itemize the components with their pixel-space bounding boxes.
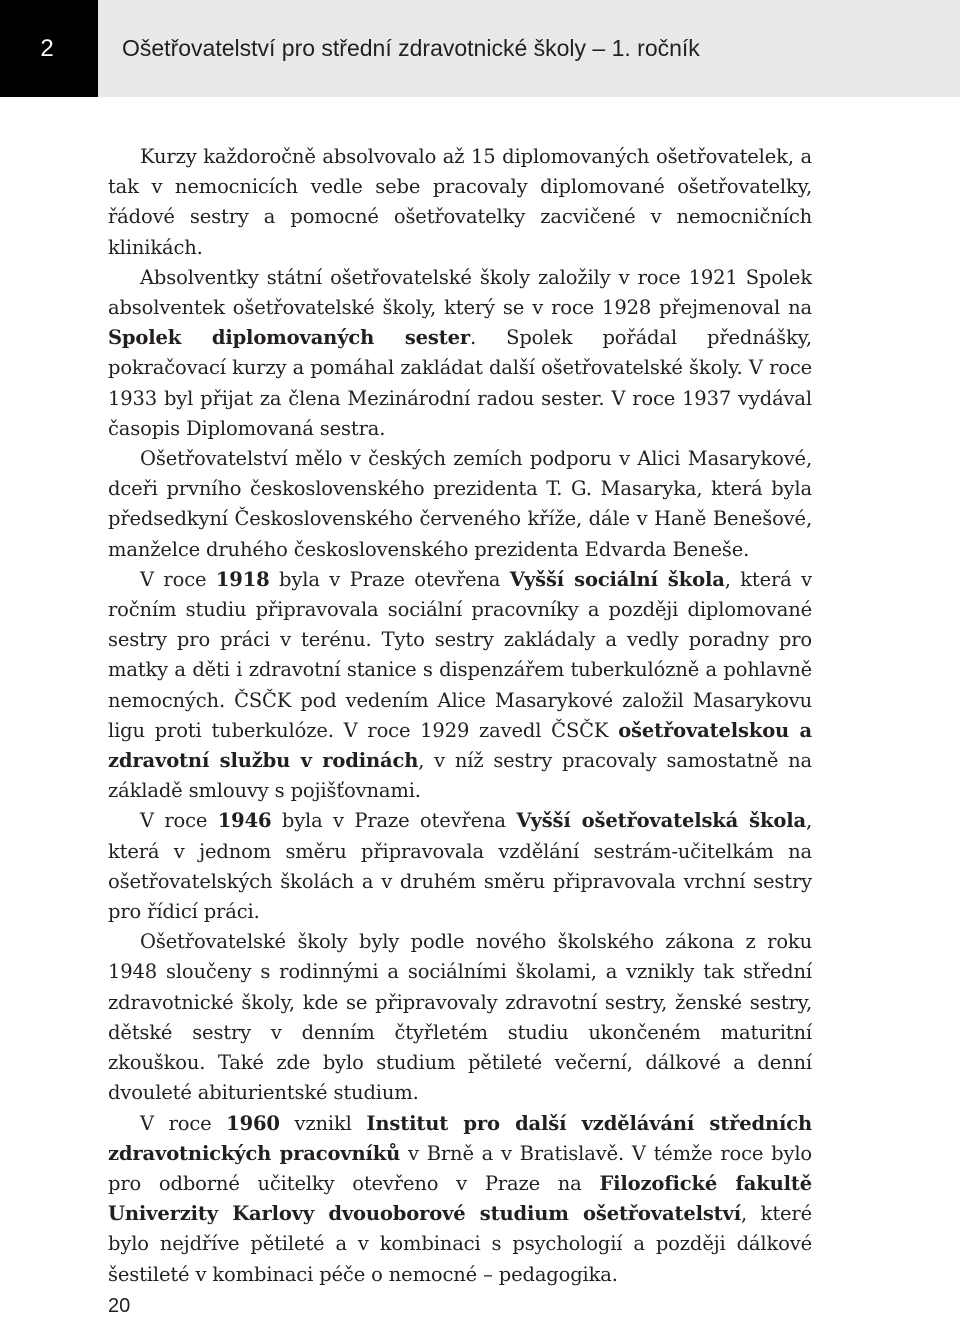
text-run: v Brně a v Bratislavě. V témže roce bylo pro odborné učitelky otevřeno v Praze na	[108, 1141, 812, 1195]
text-run: vznikl	[279, 1111, 367, 1135]
body-text	[108, 142, 812, 1290]
text-run: V roce	[140, 809, 218, 833]
chapter-number: 2	[40, 35, 54, 62]
text-run: byla v Praze otevřena	[269, 567, 510, 591]
chapter-number-box	[0, 0, 98, 97]
bold-text: 1960	[226, 1111, 280, 1135]
bold-text: Vyšší sociální škola	[509, 567, 725, 591]
bold-text: Spolek diplomovaných sester	[108, 326, 470, 350]
text-run: , která v ročním studiu připravovala sociální pracovníky a později diplomované sestry pro práci v terénu. Tyto sestry zakládaly a vedly poradny pro matky a děti i zdravotní stanice s dispenzářem tuberkulózně a pohlavně nemocných. ČSČK pod vedením Alice Masarykové založil Masarykovu ligu proti tuberkulóze. V roce 1929 zavedl ČSČK	[108, 567, 813, 742]
paragraph	[108, 142, 812, 263]
bold-text: Filozofické fakultě Univerzity Karlovy dvouoborové studium ošetřovatelství	[108, 1171, 812, 1226]
bold-text: ošetřovatelskou a zdravotní službu v rodinách	[108, 718, 812, 773]
text-run: , v níž sestry pracovaly samostatně na základě smlouvy s pojišťovnami.	[108, 749, 812, 803]
text-run: byla v Praze otevřena	[271, 809, 517, 833]
text-run: Absolventky státní ošetřovatelské školy založily v roce 1921 Spolek absolventek ošetřovatelské školy, který se v roce 1928 přejmenoval na	[108, 265, 812, 320]
bold-text: Vyšší ošetřovatelská škola	[516, 809, 806, 833]
paragraph	[108, 1109, 812, 1290]
text-run: Kurzy každoročně absolvovalo až 15 diplomovaných ošetřovatelek, a tak v nemocnicích vedle sebe pracovaly diplomované ošetřovatelky, řádové sestry a pomocné ošetřovatelky zacvičené v nemocničních klinikách.	[108, 145, 812, 259]
text-run: Ošetřovatelské školy byly podle nového školského zákona z roku 1948 sloučeny s rodinnými a sociálními školami, a vznikly tak střední zdravotnické školy, kde se připravovaly zdravotní sestry, ženské sestry, dětské sestry v denním čtyřletém studiu ukončeném maturitní zkouškou. Také zde bylo studium pětileté večerní, dálkové a denní dvouleté abiturientské studium.	[108, 930, 812, 1105]
bold-text: Institut pro další vzdělávání středních zdravotnických pracovníků	[108, 1111, 812, 1165]
text-run: , které bylo nejdříve pětileté a v kombinaci s psychologií a později dálkové šestileté v kombinaci péče o nemocné – pedagogika.	[108, 1202, 812, 1286]
text-run: , která v jednom směru připravovala vzdělání sestrám-učitelkám na ošetřovatelských školách a v druhém směru připravovala vrchní sestry pro řídicí práci.	[108, 809, 813, 924]
paragraph	[108, 263, 812, 444]
bold-text: 1918	[215, 567, 270, 591]
running-title: Ošetřovatelství pro střední zdravotnické školy – 1. ročník	[122, 35, 700, 61]
text-run: . Spolek pořádal přednášky, pokračovací kurzy a pomáhal zakládat další ošetřovatelské školy. V roce 1933 byl přijat za člena Mezinárodní radou sester. V roce 1937 vydával časopis Diplomovaná sestra.	[108, 326, 812, 440]
text-run: V roce	[140, 1111, 227, 1135]
text-run: Ošetřovatelství mělo v českých zemích podporu v Alici Masarykové, dceři prvního československého prezidenta T. G. Masaryka, která byla předsedkyní Československého červeného kříže, dále v Haně Benešové, manželce druhého československého prezidenta Edvarda Beneše.	[108, 447, 812, 561]
paragraph	[108, 565, 812, 807]
page-number: 20	[108, 1295, 131, 1317]
text-run: V roce	[140, 567, 216, 591]
bold-text: 1946	[217, 809, 272, 833]
paragraph	[108, 806, 812, 927]
paragraph	[108, 444, 812, 565]
page-header	[0, 0, 960, 97]
paragraph	[108, 927, 812, 1108]
